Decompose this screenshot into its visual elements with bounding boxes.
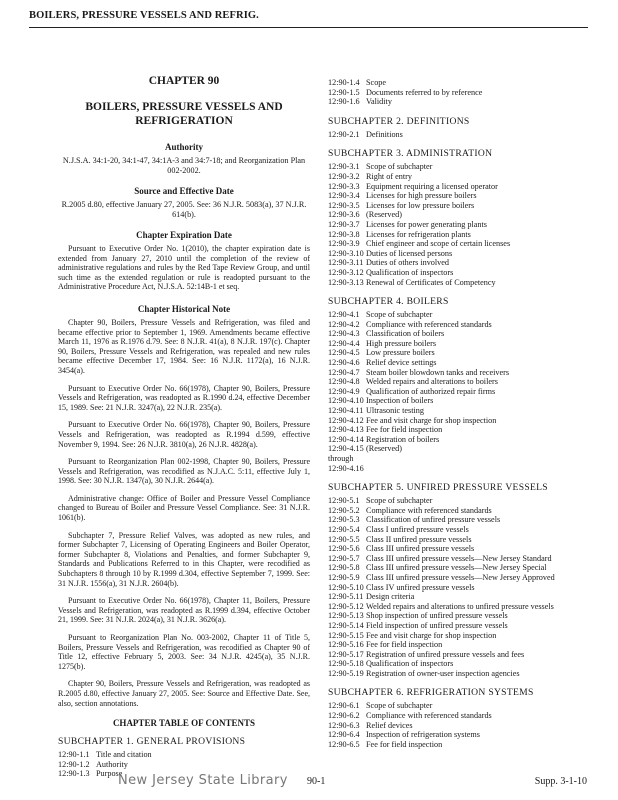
section-number: 12:90-4.8 (328, 377, 360, 387)
source-heading: Source and Effective Date (134, 186, 234, 196)
right-toc (328, 116, 590, 750)
toc-entry (328, 525, 590, 535)
section-title: Licenses for refrigeration plants (366, 229, 471, 239)
section-number: 12:90-3.13 (328, 277, 364, 287)
section-number: 12:90-4.12 (328, 415, 364, 425)
subchapter-heading: SUBCHAPTER 1. GENERAL PROVISIONS (58, 736, 246, 748)
toc-entry (328, 249, 590, 259)
section-title: Equipment requiring a licensed operator (366, 181, 498, 191)
toc-entry (328, 339, 590, 349)
section-title: Compliance with referenced standards (366, 505, 492, 515)
toc-entry (328, 368, 590, 378)
toc-entry (328, 563, 590, 573)
toc-entry (328, 583, 590, 593)
history-paragraph: Pursuant to Executive Order No. 66(1978), Chapter 90, Boilers, Pressure Vessels and Refrigeration, was readopted as R.1994 d.599, effective November 9, 1994. See: 26 N.J.R. 3810(a), 26 N.J.R. 4828(a). (58, 420, 310, 449)
library-stamp: New Jersey State Library (118, 773, 288, 788)
section-title: Qualification of inspectors (366, 659, 454, 669)
section-title: Classification of boilers (366, 329, 445, 339)
history-paragraph: Pursuant to Reorganization Plan No. 003-2002, Chapter 11 of Title 5, Boilers, Pressure Vessels and Refrigeration, was recodified as Chapter 90 of Title 12, effective February 5, 2003. See: 34 N.J.R. 4245(a), 35 N.J.R. 1275(b). (58, 633, 310, 671)
subchapter-block (328, 116, 590, 140)
toc-entry (328, 535, 590, 545)
left-column (58, 75, 310, 788)
section-number: 12:90-5.3 (328, 515, 360, 525)
section-title: Classification of unfired pressure vessels (366, 515, 501, 525)
toc-entry (328, 278, 590, 288)
toc-entry (328, 130, 590, 140)
section-title: Licenses for power generating plants (366, 219, 487, 229)
toc-entry (328, 631, 590, 641)
toc-entry (328, 320, 590, 330)
toc-entry (328, 444, 590, 473)
toc-entry (328, 88, 590, 98)
section-title: Ultrasonic testing (366, 406, 424, 416)
section-title: Class III unfired pressure vessels—New Jersey Standard (366, 553, 552, 563)
toc-entry (328, 329, 590, 339)
section-title: Class III unfired pressure vessels—New Jersey Approved (366, 572, 555, 582)
chapter-label: CHAPTER 90 (148, 75, 220, 87)
section-title: Shop inspection of unfired pressure vessels (366, 611, 508, 621)
section-number: 12:90-5.11 (328, 592, 364, 602)
toc-entry (328, 425, 590, 435)
section-title: Compliance with referenced standards (366, 711, 492, 721)
section-number: 12:90-4.10 (328, 396, 364, 406)
history-paragraph: Pursuant to Executive Order No. 66(1978), Chapter 90, Boilers, Pressure Vessels and Refrigeration, was readopted as R.1990 d.24, effective December 15, 1989. See: 21 N.J.R. 3247(a), 22 N.J.R. 235(a). (58, 383, 310, 412)
toc-entry (328, 239, 590, 249)
section-title: Fee for field inspection (366, 640, 443, 650)
toc-entry (328, 78, 590, 88)
section-number: 12:90-6.2 (328, 711, 360, 721)
section-number: 12:90-1.6 (328, 97, 360, 107)
toc-entry (328, 554, 590, 564)
section-number: 12:90-4.1 (328, 310, 360, 320)
toc-entry (328, 258, 590, 268)
toc-entry (328, 592, 590, 602)
toc-entry (328, 406, 590, 416)
section-title: Registration of unfired pressure vessels and fees (366, 649, 525, 659)
section-title: Fee and visit charge for shop inspection (366, 415, 497, 425)
section-number: 12:90-4.3 (328, 329, 360, 339)
section-title: Qualification of authorized repair firms (366, 386, 496, 396)
toc-entry (328, 496, 590, 506)
toc-entry (328, 162, 590, 172)
section-number: 12:90-5.9 (328, 572, 360, 582)
section-title: Scope of subchapter (366, 701, 433, 711)
section-number: 12:90-5.2 (328, 505, 360, 515)
section-number: 12:90-5.15 (328, 630, 364, 640)
chapter-title: BOILERS, PRESSURE VESSELS AND REFRIGERATION (85, 101, 283, 127)
section-number: 12:90-4.14 (328, 434, 364, 444)
subchapter-block (328, 148, 590, 287)
toc-entry (328, 191, 590, 201)
section-title: Class III unfired pressure vessels—New Jersey Special (366, 563, 547, 573)
toc-entry (328, 182, 590, 192)
toc-entry (328, 701, 590, 711)
toc-entry (328, 268, 590, 278)
toc-entry (328, 602, 590, 612)
toc-entry (328, 97, 590, 107)
source-text: R.2005 d.80, effective January 27, 2005. See: 36 N.J.R. 5083(a), 37 N.J.R. 614(b). (61, 200, 307, 219)
section-title: Licenses for high pressure boilers (366, 191, 477, 201)
section-number: 12:90-4.4 (328, 338, 360, 348)
section-number: 12:90-3.7 (328, 219, 360, 229)
section-number: 12:90-1.3 (58, 769, 90, 779)
history-paragraph: Administrative change: Office of Boiler and Pressure Vessel Compliance changed to Bureau of Boiler and Pressure Vessel Compliance. See: 31 N.J.R. 1061(b). (58, 493, 310, 523)
section-number: 12:90-4.11 (328, 406, 364, 416)
toc-entry (328, 659, 590, 669)
toc-entry (328, 573, 590, 583)
section-title: Renewal of Certificates of Competency (366, 277, 496, 287)
section-title: High pressure boilers (366, 338, 437, 348)
section-title: Class II unfired pressure vessels (366, 534, 472, 544)
toc-entry (328, 544, 590, 554)
toc-entry (328, 650, 590, 660)
toc-entry (328, 220, 590, 230)
section-number: 12:90-6.5 (328, 739, 360, 749)
section-title: Definitions (366, 129, 403, 139)
authority-heading: Authority (165, 142, 203, 152)
section-title: Chief engineer and scope of certain licenses (366, 239, 511, 249)
header-rule (29, 27, 588, 28)
toc-entry (328, 416, 590, 426)
section-number: 12:90-1.5 (328, 87, 360, 97)
history-paragraph: Subchapter 7, Pressure Relief Valves, was adopted as new rules, and former Subchapter 7, Licensing of Operating Engineers and Boiler Operator, former Subchapter 8, Violations and Penalties, and former Subchapter 9, Standards and Publications Referred to in this Chapter, were recodified as Subchapters 8 through 10 by R.1999 d.304, effective September 7, 1999. See: 31 N.J.R. 1556(a), 31 N.J.R. 2604(b). (58, 530, 310, 588)
section-title: Inspection of refrigeration systems (366, 730, 480, 740)
section-title: Fee and visit charge for shop inspection (366, 630, 497, 640)
toc-entry (328, 506, 590, 516)
section-title: Scope (366, 78, 387, 87)
history-paragraph: Chapter 90, Boilers, Pressure Vessels and Refrigeration, was readopted as R.2005 d.80, effective January 27, 2005. See: Source and Effective Date. See, also, section annotations. (58, 679, 310, 708)
section-number: 12:90-4.5 (328, 348, 360, 358)
section-title: Design criteria (366, 592, 415, 602)
section-title: Scope of subchapter (366, 162, 433, 172)
section-title: Low pressure boilers (366, 348, 435, 358)
toc-entry (328, 396, 590, 406)
right-column (328, 78, 590, 758)
toc-entry (328, 669, 590, 679)
toc-entry (328, 348, 590, 358)
section-title: Relief device settings (366, 358, 437, 368)
toc-entry (328, 730, 590, 740)
section-title: (Reserved) (366, 444, 402, 454)
history-notes (58, 318, 310, 708)
section-number: 12:90-3.2 (328, 171, 360, 181)
section-number: 12:90-4.6 (328, 358, 360, 368)
section-title: Relief devices (366, 720, 413, 730)
section-number: 12:90-5.18 (328, 659, 364, 669)
section-title: Registration of owner-user inspection agencies (366, 668, 520, 678)
toc-entry (328, 387, 590, 397)
section-number: 12:90-5.16 (328, 640, 364, 650)
section-number: 12:90-3.12 (328, 267, 364, 277)
history-paragraph: Pursuant to Executive Order No. 66(1978), Chapter 11, Boilers, Pressure Vessels and Refrigeration, was readopted as R.1999 d.394, effective October 21, 1999. See: 31 N.J.R. 2024(a), 31 N.J.R. 3626(a). (58, 596, 310, 625)
section-number: 12:90-5.5 (328, 534, 360, 544)
section-title: Registration of boilers (366, 434, 440, 444)
supplement-date: Supp. 3-1-10 (534, 776, 587, 787)
toc-entry (328, 640, 590, 650)
section-title: Welded repairs and alterations to unfired pressure vessels (366, 601, 554, 611)
section-number: 12:90-3.4 (328, 191, 360, 201)
section-title: Title and citation (96, 750, 152, 760)
section-number: 12:90-5.8 (328, 563, 360, 573)
subchapter-block (328, 687, 590, 749)
authority-text: N.J.S.A. 34:1-20, 34:1-47, 34:1A-3 and 34:7-18; and Reorganization Plan 002-2002. (62, 156, 306, 175)
section-number: 12:90-1.4 (328, 78, 360, 87)
expiration-heading: Chapter Expiration Date (136, 230, 232, 240)
section-number: 12:90-4.9 (328, 386, 360, 396)
section-number: 12:90-4.15 through 12:90-4.16 (328, 444, 364, 473)
section-title: Inspection of boilers (366, 396, 434, 406)
section-number: 12:90-1.2 (58, 759, 90, 769)
section-title: Fee for field inspection (366, 425, 443, 435)
section-title: Class I unfired pressure vessels (366, 524, 469, 534)
toc-entry (328, 515, 590, 525)
expiration-text: Pursuant to Executive Order No. 1(2010), the chapter expiration date is extended from January 27, 2010 until the completion of the review of administrative regulations and rules by the Red Tape Review Group, and until such time as the extended regulation or rule is readopted pursuant to the Administrative Procedure Act, N.J.S.A. 52:14B-1 et seq. (58, 244, 310, 292)
section-number: 12:90-5.13 (328, 611, 364, 621)
toc-entry (328, 358, 590, 368)
section-title: Compliance with referenced standards (366, 319, 492, 329)
section-title: Class III unfired pressure vessels (366, 544, 475, 554)
section-number: 12:90-5.17 (328, 649, 364, 659)
subchapter-heading: SUBCHAPTER 6. REFRIGERATION SYSTEMS (328, 687, 534, 699)
section-number: 12:90-3.5 (328, 200, 360, 210)
section-title: Steam boiler blowdown tanks and receivers (366, 367, 510, 377)
toc-entry (328, 230, 590, 240)
section-title: Fee for field inspection (366, 739, 443, 749)
section-number: 12:90-4.7 (328, 367, 360, 377)
toc-entry (328, 310, 590, 320)
section-number: 12:90-1.1 (58, 750, 90, 760)
section-title: Duties of others involved (366, 258, 449, 268)
section-number: 12:90-2.1 (328, 129, 360, 139)
section-number: 12:90-4.2 (328, 319, 360, 329)
section-number: 12:90-5.14 (328, 620, 364, 630)
section-number: 12:90-3.8 (328, 229, 360, 239)
section-title: Licenses for low pressure boilers (366, 200, 475, 210)
subchapter-heading: SUBCHAPTER 3. ADMINISTRATION (328, 148, 493, 160)
section-number: 12:90-3.10 (328, 248, 364, 258)
toc-entry (328, 435, 590, 445)
section-title: Authority (96, 759, 128, 769)
running-head: BOILERS, PRESSURE VESSELS AND REFRIG. (29, 10, 259, 21)
section-number: 12:90-5.12 (328, 601, 364, 611)
section-number: 12:90-3.3 (328, 181, 360, 191)
section-title: Duties of licensed persons (366, 248, 453, 258)
toc-entry (328, 377, 590, 387)
subchapter-heading: SUBCHAPTER 2. DEFINITIONS (328, 115, 470, 127)
subchapter-block (328, 482, 590, 678)
toc-entry (58, 760, 310, 770)
history-paragraph: Chapter 90, Boilers, Pressure Vessels and Refrigeration, was filed and became effective prior to September 1, 1969. Amendments became effective March 11, 1976 as R.1976 d.79. See: 8 N.J.R. 41(a), 8 N.J.R. 197(c). Chapter 90, Boilers, Pressure Vessels and Refrigeration, was repealed and new rules became effective December 17, 1984. See: 16 N.J.R. 1172(a), 16 N.J.R. 3454(a). (58, 317, 310, 375)
section-number: 12:90-5.7 (328, 553, 360, 563)
section-number: 12:90-3.6 (328, 210, 360, 220)
section-number: 12:90-4.13 (328, 425, 364, 435)
section-number: 12:90-6.1 (328, 701, 360, 711)
section-number: 12:90-5.19 (328, 668, 364, 678)
section-number: 12:90-5.1 (328, 496, 360, 506)
section-number: 12:90-3.1 (328, 162, 360, 172)
toc-entry (328, 711, 590, 721)
page-number: 90-1 (307, 776, 326, 787)
toc-entry (328, 172, 590, 182)
section-title: Validity (366, 97, 392, 107)
section-title: Purpose (96, 769, 123, 779)
toc-entry (328, 621, 590, 631)
toc-entry (58, 750, 310, 760)
section-title: Field inspection of unfired pressure vessels (366, 620, 508, 630)
section-title: Documents referred to by reference (366, 87, 483, 97)
subchapter-block (328, 296, 590, 473)
section-number: 12:90-3.11 (328, 258, 364, 268)
section-title: Scope of subchapter (366, 496, 433, 506)
history-paragraph: Pursuant to Reorganization Plan 002-1998, Chapter 90, Boilers, Pressure Vessels and Refrigeration, was recodified as N.J.A.C. 5:11, effective July 1, 1998. See: 30 N.J.R. 1347(a), 30 N.J.R. 2644(a). (58, 457, 310, 486)
section-number: 12:90-5.10 (328, 582, 364, 592)
section-title: Qualification of inspectors (366, 267, 454, 277)
section-title: Scope of subchapter (366, 310, 433, 320)
toc-entry (328, 210, 590, 220)
section-title: (Reserved) (366, 210, 402, 220)
subchapter-heading: SUBCHAPTER 4. BOILERS (328, 296, 449, 308)
section-title: Welded repairs and alterations to boilers (366, 377, 498, 387)
toc-heading: CHAPTER TABLE OF CONTENTS (112, 718, 256, 729)
subchapter-heading: SUBCHAPTER 5. UNFIRED PRESSURE VESSELS (328, 482, 548, 494)
continued-toc (328, 78, 590, 107)
section-number: 12:90-3.9 (328, 239, 360, 249)
section-title: Right of entry (366, 171, 412, 181)
history-heading: Chapter Historical Note (137, 303, 231, 314)
section-number: 12:90-6.3 (328, 720, 360, 730)
section-number: 12:90-6.4 (328, 730, 360, 740)
toc-entry (328, 721, 590, 731)
section-number: 12:90-5.4 (328, 524, 360, 534)
section-title: Class IV unfired pressure vessels (366, 582, 475, 592)
toc-entry (328, 740, 590, 750)
toc-entry (328, 611, 590, 621)
toc-entry (328, 201, 590, 211)
section-number: 12:90-5.6 (328, 544, 360, 554)
